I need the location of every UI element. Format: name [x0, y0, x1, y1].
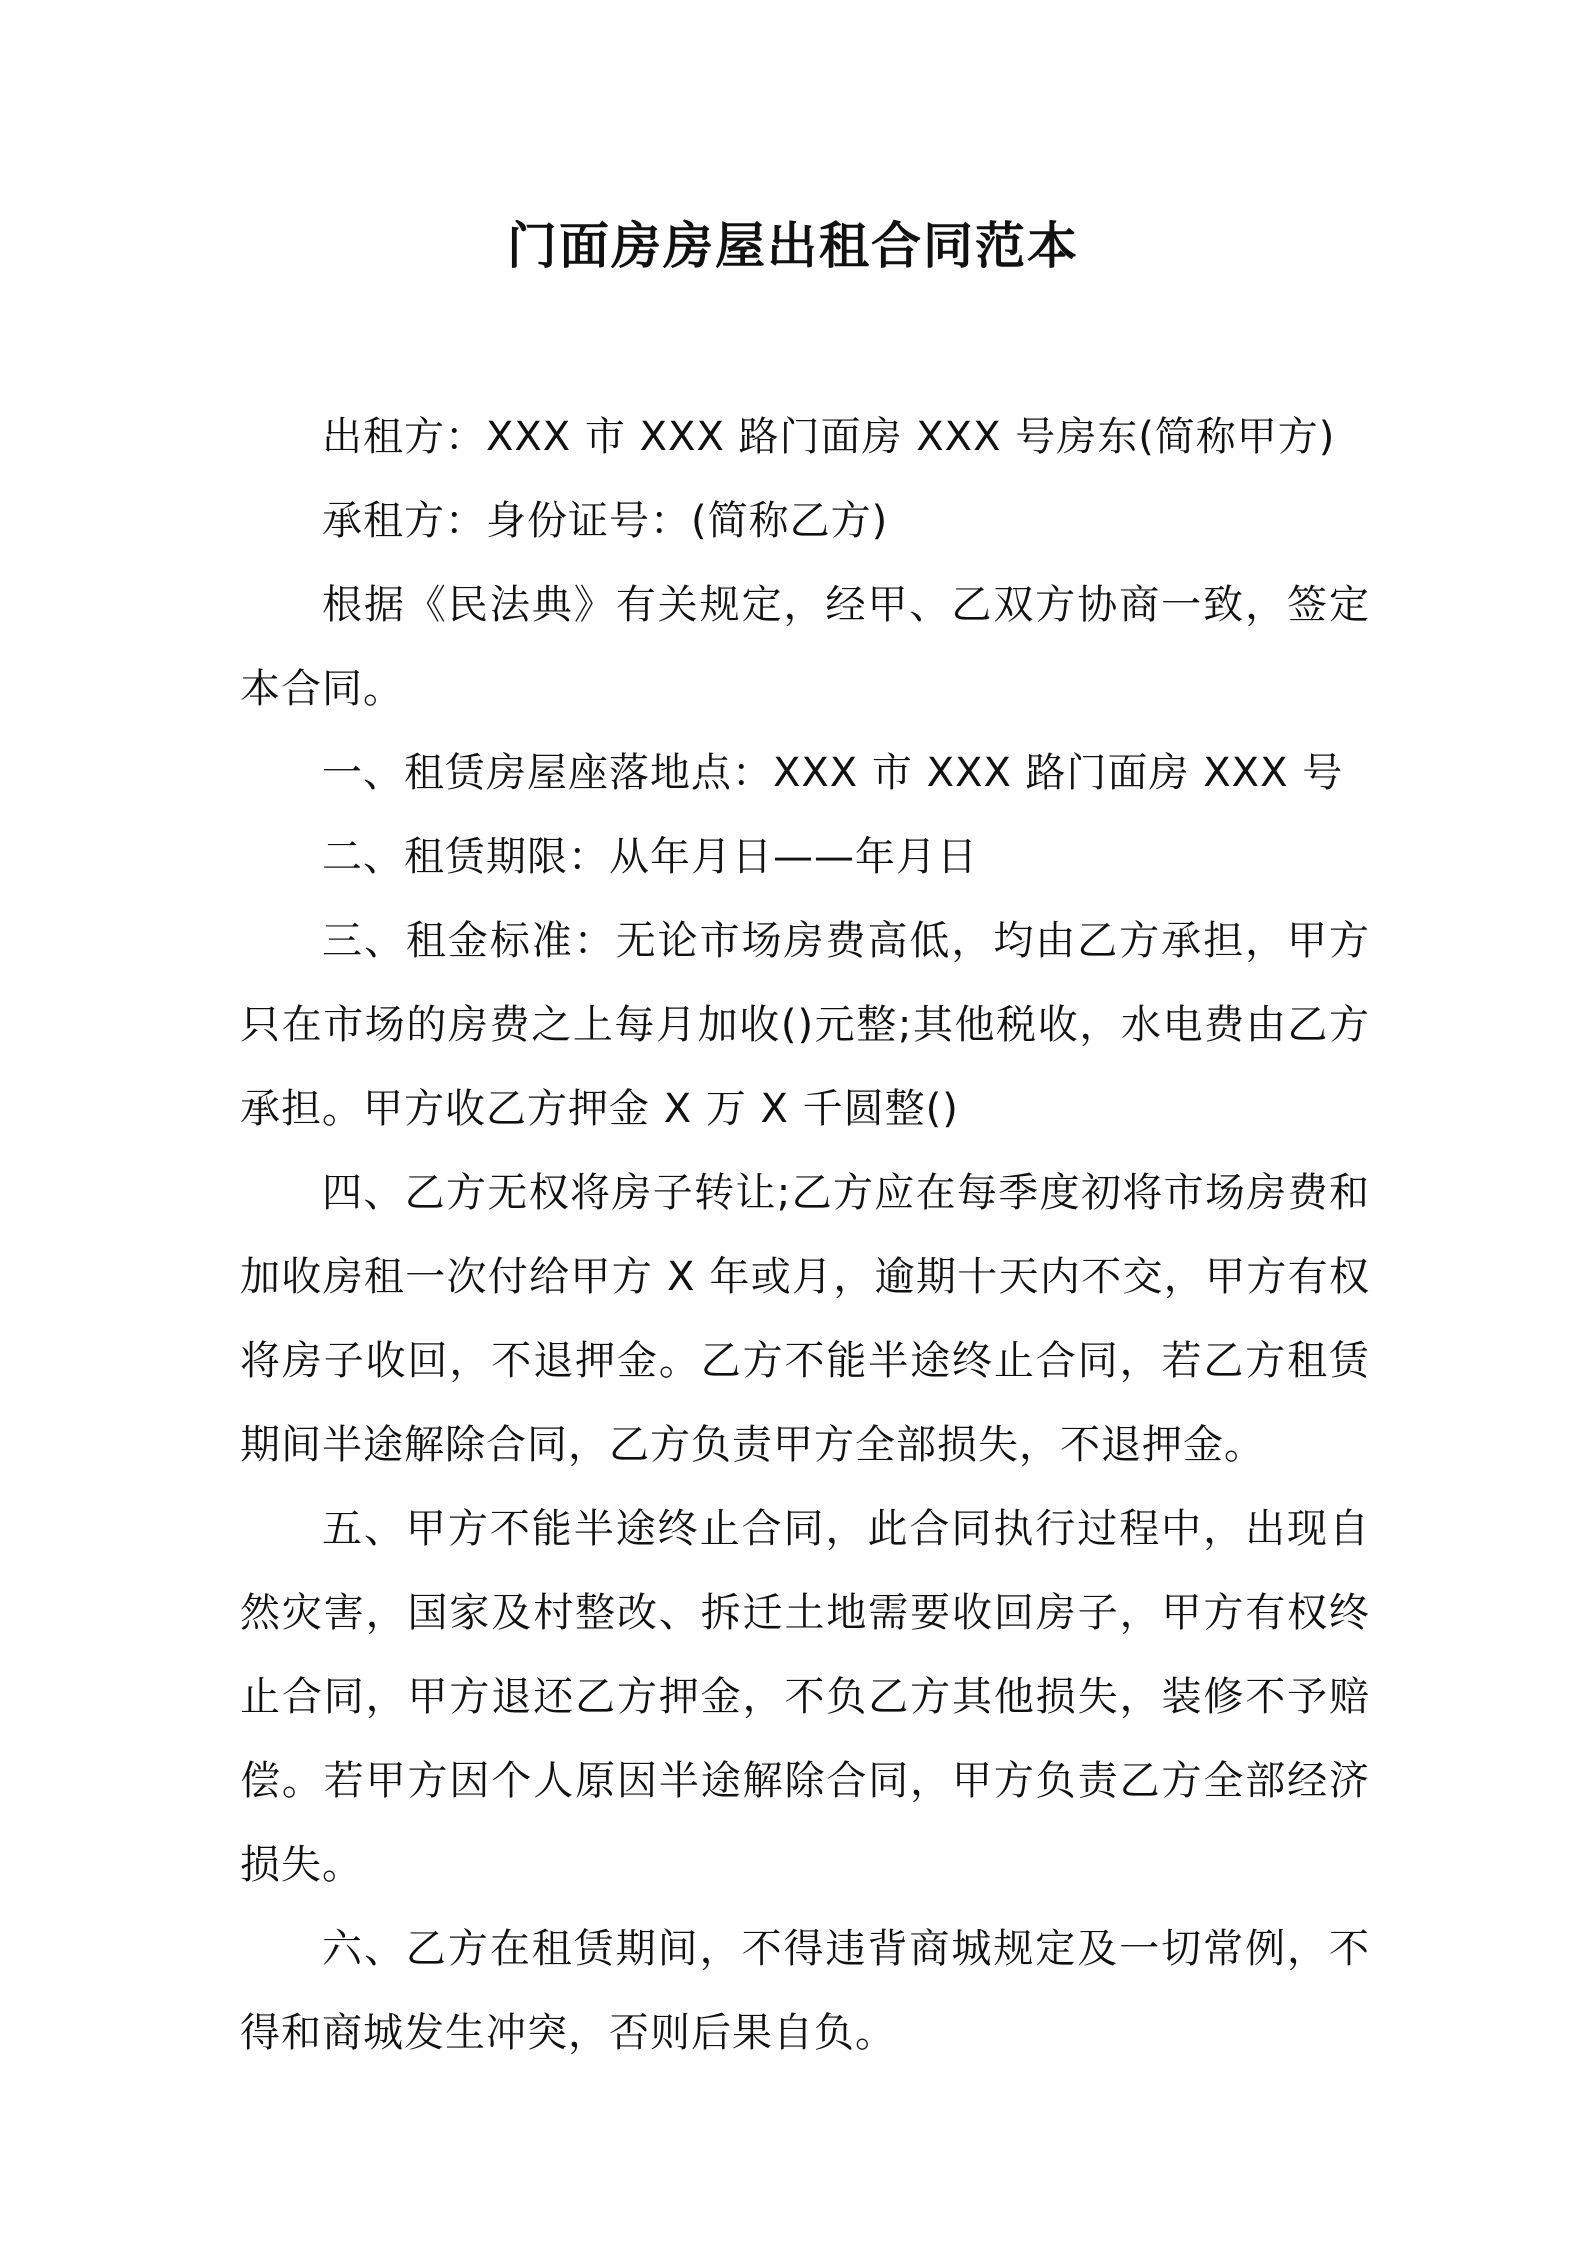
document-body	[240, 395, 1370, 2075]
document-title: 门面房房屋出租合同范本	[507, 217, 1079, 275]
clause-3-rent: 三、租金标准：无论市场房费高低，均由乙方承担，甲方只在市场的房费之上每月加收()元整;其他税收，水电费由乙方承担。甲方收乙方押金 X 万 X 千圆整()	[240, 918, 1370, 1132]
clause-6-conduct: 六、乙方在租赁期间，不得违背商城规定及一切常例，不得和商城发生冲突，否则后果自负。	[240, 1926, 1370, 2056]
clause-1-location: 一、租赁房屋座落地点：XXX 市 XXX 路门面房 XXX 号	[322, 750, 1344, 796]
paragraph-basis: 根据《民法典》有关规定，经甲、乙双方协商一致，签定本合同。	[240, 582, 1370, 712]
paragraph-lessee: 承租方：身份证号：(简称乙方)	[322, 498, 889, 544]
clause-5-termination: 五、甲方不能半途终止合同，此合同执行过程中，出现自然灾害，国家及村整改、拆迁土地需要收回房子，甲方有权终止合同，甲方退还乙方押金，不负乙方其他损失，装修不予赔偿。若甲方因个人原因半途解除合同，甲方负责乙方全部经济损失。	[240, 1506, 1370, 1888]
clause-4-transfer: 四、乙方无权将房子转让;乙方应在每季度初将市场房费和加收房租一次付给甲方 X 年或月，逾期十天内不交，甲方有权将房子收回，不退押金。乙方不能半途终止合同，若乙方租赁期间半途解除合同，乙方负责甲方全部损失，不退押金。	[240, 1170, 1370, 1468]
paragraph-lessor: 出租方：XXX 市 XXX 路门面房 XXX 号房东(简称甲方)	[322, 414, 1336, 460]
clause-2-term: 二、租赁期限：从年月日——年月日	[322, 834, 978, 880]
